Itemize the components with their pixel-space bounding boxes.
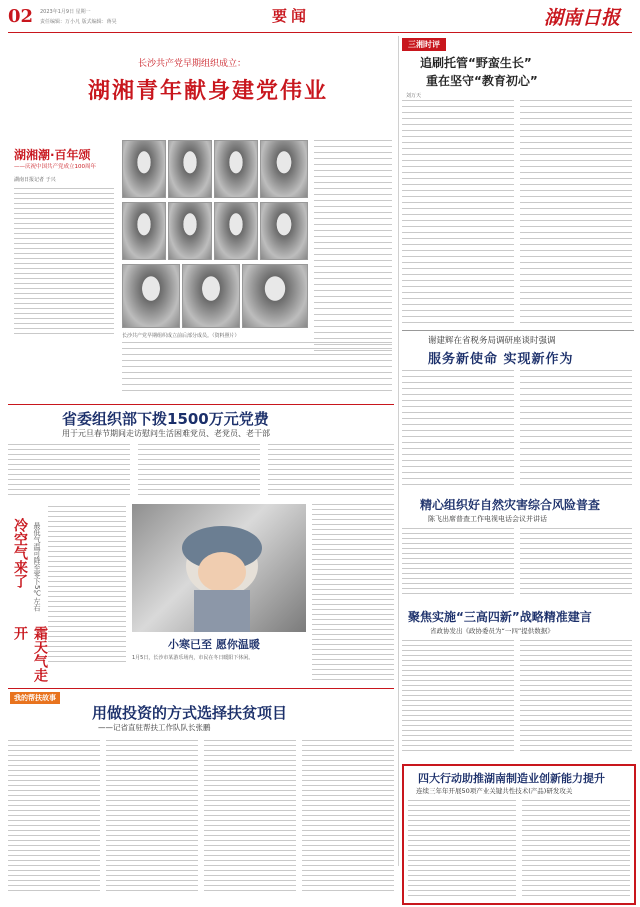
poverty-body-2 <box>106 740 198 896</box>
portrait-photo <box>260 140 308 198</box>
series-subtitle: ——庆祝中国共产党成立100周年 <box>14 164 96 170</box>
weather-headline-2: 霜天气走开 <box>12 626 48 682</box>
commentary-title-1: 追刷托管“野蛮生长” <box>420 56 532 70</box>
portrait-grid <box>120 140 310 330</box>
portrait-photo <box>214 202 258 260</box>
top-story <box>8 36 394 402</box>
top-story-body-bottom <box>122 342 392 398</box>
poverty-body-3 <box>204 740 296 896</box>
top-story-body-right <box>314 140 392 356</box>
weather-body <box>48 506 126 678</box>
header-editors: 责任编辑：万小凡 版式编辑：蒋昊 <box>40 19 117 25</box>
strategy-sub: 省政协发出《政协委员为“一四”提供数据》 <box>430 627 554 635</box>
portrait-photo <box>242 264 308 328</box>
weather-headline-1: 冷空气来了 <box>12 518 28 588</box>
winter-photo <box>132 504 306 632</box>
section-title: 要闻 <box>272 7 311 25</box>
top-story-intro <box>14 188 114 368</box>
top-story-kicker: 长沙共产党早期组织成立： <box>138 59 247 69</box>
poverty-sub: ——记省直驻帮扶工作队队长张鹏 <box>98 723 211 732</box>
strategy-story <box>402 608 634 758</box>
winter-photo-caption-small: 1月5日，长沙市某游乐场内，市民在冬日暖阳下休闲。 <box>132 655 254 661</box>
newspaper-logo: 湖南日报 <box>544 7 621 29</box>
portrait-photo <box>122 264 180 328</box>
header-date: 2023年1月9日 星期一 <box>40 9 91 15</box>
portrait-photo <box>122 140 166 198</box>
commentary-body-right <box>520 100 632 330</box>
party-fee-story <box>8 404 394 500</box>
story2-body-right <box>520 370 632 490</box>
party-fee-headline: 省委组织部下拨1500万元党费 <box>62 410 269 428</box>
top-story-byline: 湖南日报记者 于兴 <box>14 177 56 183</box>
portrait-photo <box>214 140 258 198</box>
portrait-photo <box>260 202 308 260</box>
story2-title-2: 服务新使命 实现新作为 <box>428 352 574 367</box>
poverty-body-4 <box>302 740 394 896</box>
winter-photo-caption-big: 小寒已至 愿你温暖 <box>168 638 260 651</box>
top-story-headline: 湖湘青年献身建党伟业 <box>88 79 329 104</box>
highlighted-story <box>402 764 636 905</box>
disaster-survey-story <box>402 496 634 602</box>
portrait-caption: 长沙共产党早期组织成立前后部分成员。（资料照片） <box>122 333 240 339</box>
winter-photo-block <box>132 504 306 684</box>
series-title: 湖湘潮·百年颂 <box>14 148 91 162</box>
highlight-sub: 连续三年年开展50项产业关键共性技术(产品)研发攻关 <box>416 787 573 795</box>
portrait-photo <box>168 202 212 260</box>
commentary-title-2: 重在坚守“教育初心” <box>426 74 538 88</box>
portrait-photo <box>182 264 240 328</box>
portrait-photo <box>122 202 166 260</box>
child-in-hat-illustration <box>132 504 306 632</box>
weather-side-note: 最低气温可降至零下5℃左右 <box>33 522 41 612</box>
party-fee-sub: 用于元旦春节期间走访慰问生活困难党员、老党员、老干部 <box>62 429 270 438</box>
page-number: 02 <box>8 6 34 27</box>
story2-title-1: 谢建辉在省税务局调研座谈时强调 <box>428 336 556 346</box>
highlight-body-right <box>522 800 630 900</box>
disaster-body-left <box>402 528 514 600</box>
page-header <box>0 0 640 34</box>
section-rule <box>8 688 394 689</box>
weather-story <box>8 502 128 682</box>
highlight-body-left <box>408 800 516 900</box>
disaster-body-right <box>520 528 632 600</box>
disaster-headline: 精心组织好自然灾害综合风险普查 <box>420 498 601 512</box>
party-fee-body-1 <box>8 444 130 500</box>
poverty-body-1 <box>8 740 100 896</box>
column-divider <box>398 36 399 866</box>
story2-body-left <box>402 370 514 490</box>
portrait-photo <box>168 140 212 198</box>
story-tag: 我的帮扶故事 <box>10 692 60 704</box>
header-rule <box>8 32 632 33</box>
middle-body-column <box>312 504 394 684</box>
highlight-headline: 四大行动助推湖南制造业创新能力提升 <box>418 772 605 785</box>
commentary-body-left <box>402 100 514 330</box>
commentary-author: 刘万天 <box>406 93 422 99</box>
strategy-headline: 聚焦实施“三高四新”战略精准建言 <box>408 610 592 624</box>
poverty-headline: 用做投资的方式选择扶贫项目 <box>92 704 288 722</box>
poverty-story <box>8 688 394 900</box>
strategy-body-right <box>520 640 632 758</box>
disaster-sub: 陈飞出席普查工作电视电话会议并讲话 <box>428 515 547 523</box>
party-fee-body-3 <box>268 444 394 500</box>
commentary-label: 三湘时评 <box>402 38 446 51</box>
section-rule <box>8 404 394 405</box>
section-rule <box>402 330 634 331</box>
party-fee-body-2 <box>138 444 260 500</box>
strategy-body-left <box>402 640 514 758</box>
